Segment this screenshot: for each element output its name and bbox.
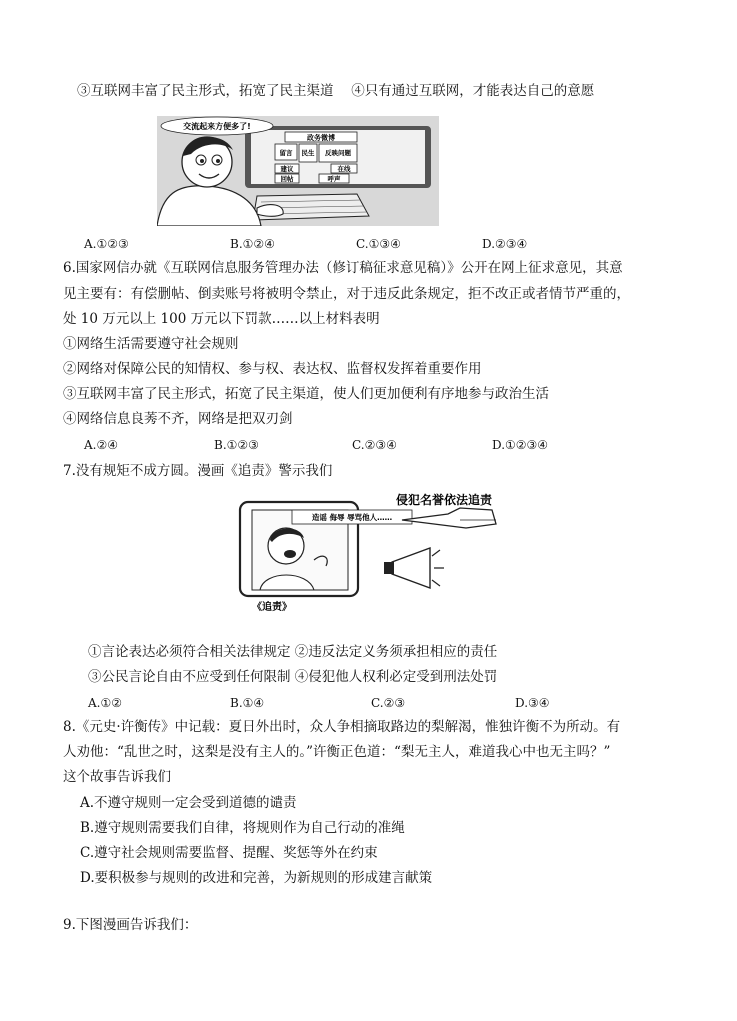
q6-statement-3: ③互联网丰富了民主形式，拓宽了民主渠道，使人们更加便利有序地参与政治生活 [63,386,549,402]
q6-stem-line-3: 处 10 万元以上 100 万元以下罚款……以上材料表明 [63,311,380,327]
q8-option-c: C.遵守社会规则需要监督、提醒、奖惩等外在约束 [80,845,378,861]
q8-option-b: B.遵守规则需要我们自律，将规则作为自己行动的准绳 [80,820,405,836]
q5-option-d: D.②③④ [482,237,528,251]
q6-option-d: D.①②③④ [492,438,549,452]
q9-stem: 9.下图漫画告诉我们： [63,917,198,933]
q7-statement-34: ③公民言论自由不应受到任何限制 ④侵犯他人权利必定受到刑法处罚 [88,669,498,685]
cartoon-caption: 《追责》 [252,602,292,613]
q6-stem-line-1: 6.国家网信办就《互联网信息服务管理办法（修订稿征求意见稿）》公开在网上征求意见，其意 [63,260,623,276]
q8-stem-line-3: 这个故事告诉我们 [63,769,171,785]
board-item-1: 留言 [279,149,293,157]
q6-stem-line-2: 见主要有：有偿删帖、倒卖账号将被明令禁止，对于违反此条规定，拒不改正或者情节严重的， [63,286,630,302]
q7-option-d: D.③④ [515,696,550,710]
cartoon-accountability-image [234,490,504,616]
screen-speech: 造谣 侮辱 辱骂他人…… [311,513,393,522]
q7-stem: 7.没有规矩不成方圆。漫画《追责》警示我们 [63,463,333,479]
q6-statement-4: ④网络信息良莠不齐，网络是把双刃剑 [63,411,293,427]
headline: 侵犯名誉依法追责 [395,493,493,507]
q8-stem-line-2: 人劝他：“乱世之时，这梨是没有主人的。”许衡正色道：“梨无主人，难道我心中也无主吗？” [63,744,611,760]
board-item-7: 呼声 [327,175,341,183]
q5-statement-34: ③互联网丰富了民主形式，拓宽了民主渠道 ④只有通过互联网，才能表达自己的意愿 [77,83,595,99]
q6-option-c: C.②③④ [352,438,397,452]
q7-statement-12: ①言论表达必须符合相关法律规定 ②违反法定义务须承担相应的责任 [88,644,498,660]
q7-option-a: A.①② [88,696,122,710]
q7-option-c: C.②③ [371,696,406,710]
q6-statement-2: ②网络对保障公民的知情权、参与权、表达权、监督权发挥着重要作用 [63,361,482,377]
q8-option-d: D.要积极参与规则的改进和完善，为新规则的形成建言献策 [80,870,433,886]
speech-bubble: 交流起来方便多了! [183,122,251,131]
board-item-3: 反映问题 [325,149,351,157]
q6-option-b: B.①②③ [214,438,259,452]
board-item-2: 民生 [301,149,315,157]
q5-option-b: B.①②④ [230,237,275,251]
q6-option-a: A.②④ [84,438,118,452]
cartoon-internet-image [157,116,439,226]
q6-statement-1: ①网络生活需要遵守社会规则 [63,336,239,352]
q8-option-a: A.不遵守规则一定会受到道德的谴责 [80,795,297,811]
board-item-4: 建议 [280,165,294,173]
board-item-6: 回帖 [280,175,294,183]
board-item-5: 在线 [337,165,351,173]
q5-option-a: A.①②③ [84,237,129,251]
q7-option-b: B.①④ [230,696,265,710]
board-title: 政务微博 [307,134,335,142]
q8-stem-line-1: 8.《元史·许衡传》中记载：夏日外出时，众人争相摘取路边的梨解渴，惟独许衡不为所动。有 [63,719,621,735]
q5-option-c: C.①③④ [356,237,401,251]
